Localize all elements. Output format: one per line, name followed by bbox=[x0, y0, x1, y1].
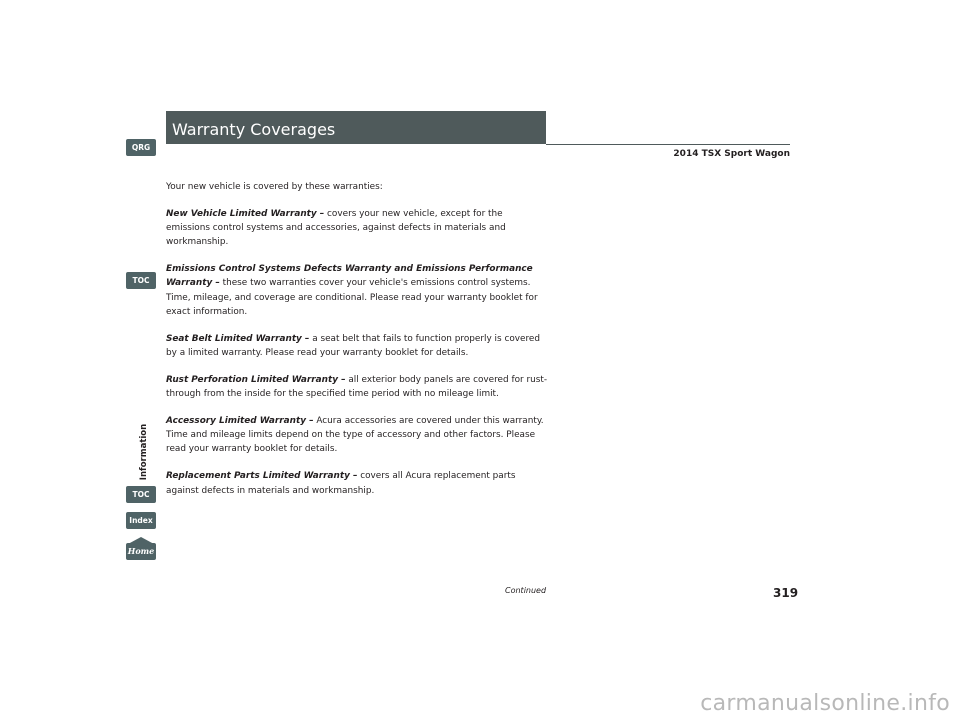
warranty-text: covers your new vehicle, except for the emissions control systems and accessories, against defects in materials and workmanship. bbox=[166, 209, 506, 248]
home-icon-label: Home bbox=[127, 546, 155, 556]
warranty-item bbox=[166, 262, 548, 318]
warranty-term: New Vehicle Limited Warranty – bbox=[166, 209, 325, 220]
vehicle-model: 2014 TSX Sport Wagon bbox=[673, 149, 790, 159]
home-button[interactable] bbox=[126, 543, 156, 560]
watermark: carmanualsonline.info bbox=[700, 691, 950, 716]
page-title: Warranty Coverages bbox=[172, 120, 336, 139]
index-button[interactable]: Index bbox=[126, 512, 156, 529]
warranty-item bbox=[166, 373, 548, 401]
warranty-term: Replacement Parts Limited Warranty – bbox=[166, 471, 358, 482]
warranty-term: Accessory Limited Warranty – bbox=[166, 416, 314, 427]
warranty-text: all exterior body panels are covered for rust-through from the inside for the specified time period with no mileage limit. bbox=[166, 374, 548, 400]
warranty-text: a seat belt that fails to function properly is covered by a limited warranty. Please read your warranty booklet for details. bbox=[166, 333, 541, 358]
warranty-item bbox=[166, 414, 548, 456]
warranty-item bbox=[166, 469, 548, 497]
header-rule bbox=[546, 144, 790, 145]
toc-button-bottom[interactable]: TOC bbox=[126, 486, 156, 503]
toc-button-top[interactable]: TOC bbox=[126, 272, 156, 289]
warranty-text: covers all Acura replacement parts against defects in materials and workmanship. bbox=[166, 471, 516, 496]
warranty-text: Acura accessories are covered under this warranty. Time and mileage limits depend on the type of accessory and other factors. Please read your warranty booklet for details. bbox=[166, 416, 544, 455]
warranty-term: Emissions Control Systems Defects Warranty and Emissions Performance Warranty – bbox=[166, 264, 533, 289]
warranty-text: these two warranties cover your vehicle's emissions control systems. Time, mileage, and coverage are conditional. Please read your warranty booklet for exact information. bbox=[166, 278, 538, 317]
qrg-button[interactable]: QRG bbox=[126, 139, 156, 156]
section-label: Information bbox=[139, 423, 149, 481]
content-body bbox=[166, 180, 548, 511]
intro-paragraph: Your new vehicle is covered by these warranties: bbox=[166, 182, 383, 192]
warranty-term: Seat Belt Limited Warranty – bbox=[166, 333, 310, 344]
warranty-item bbox=[166, 332, 548, 360]
page-number: 319 bbox=[773, 586, 799, 600]
warranty-term: Rust Perforation Limited Warranty – bbox=[166, 374, 346, 385]
continued-label: Continued bbox=[505, 586, 547, 595]
warranty-item bbox=[166, 207, 548, 249]
